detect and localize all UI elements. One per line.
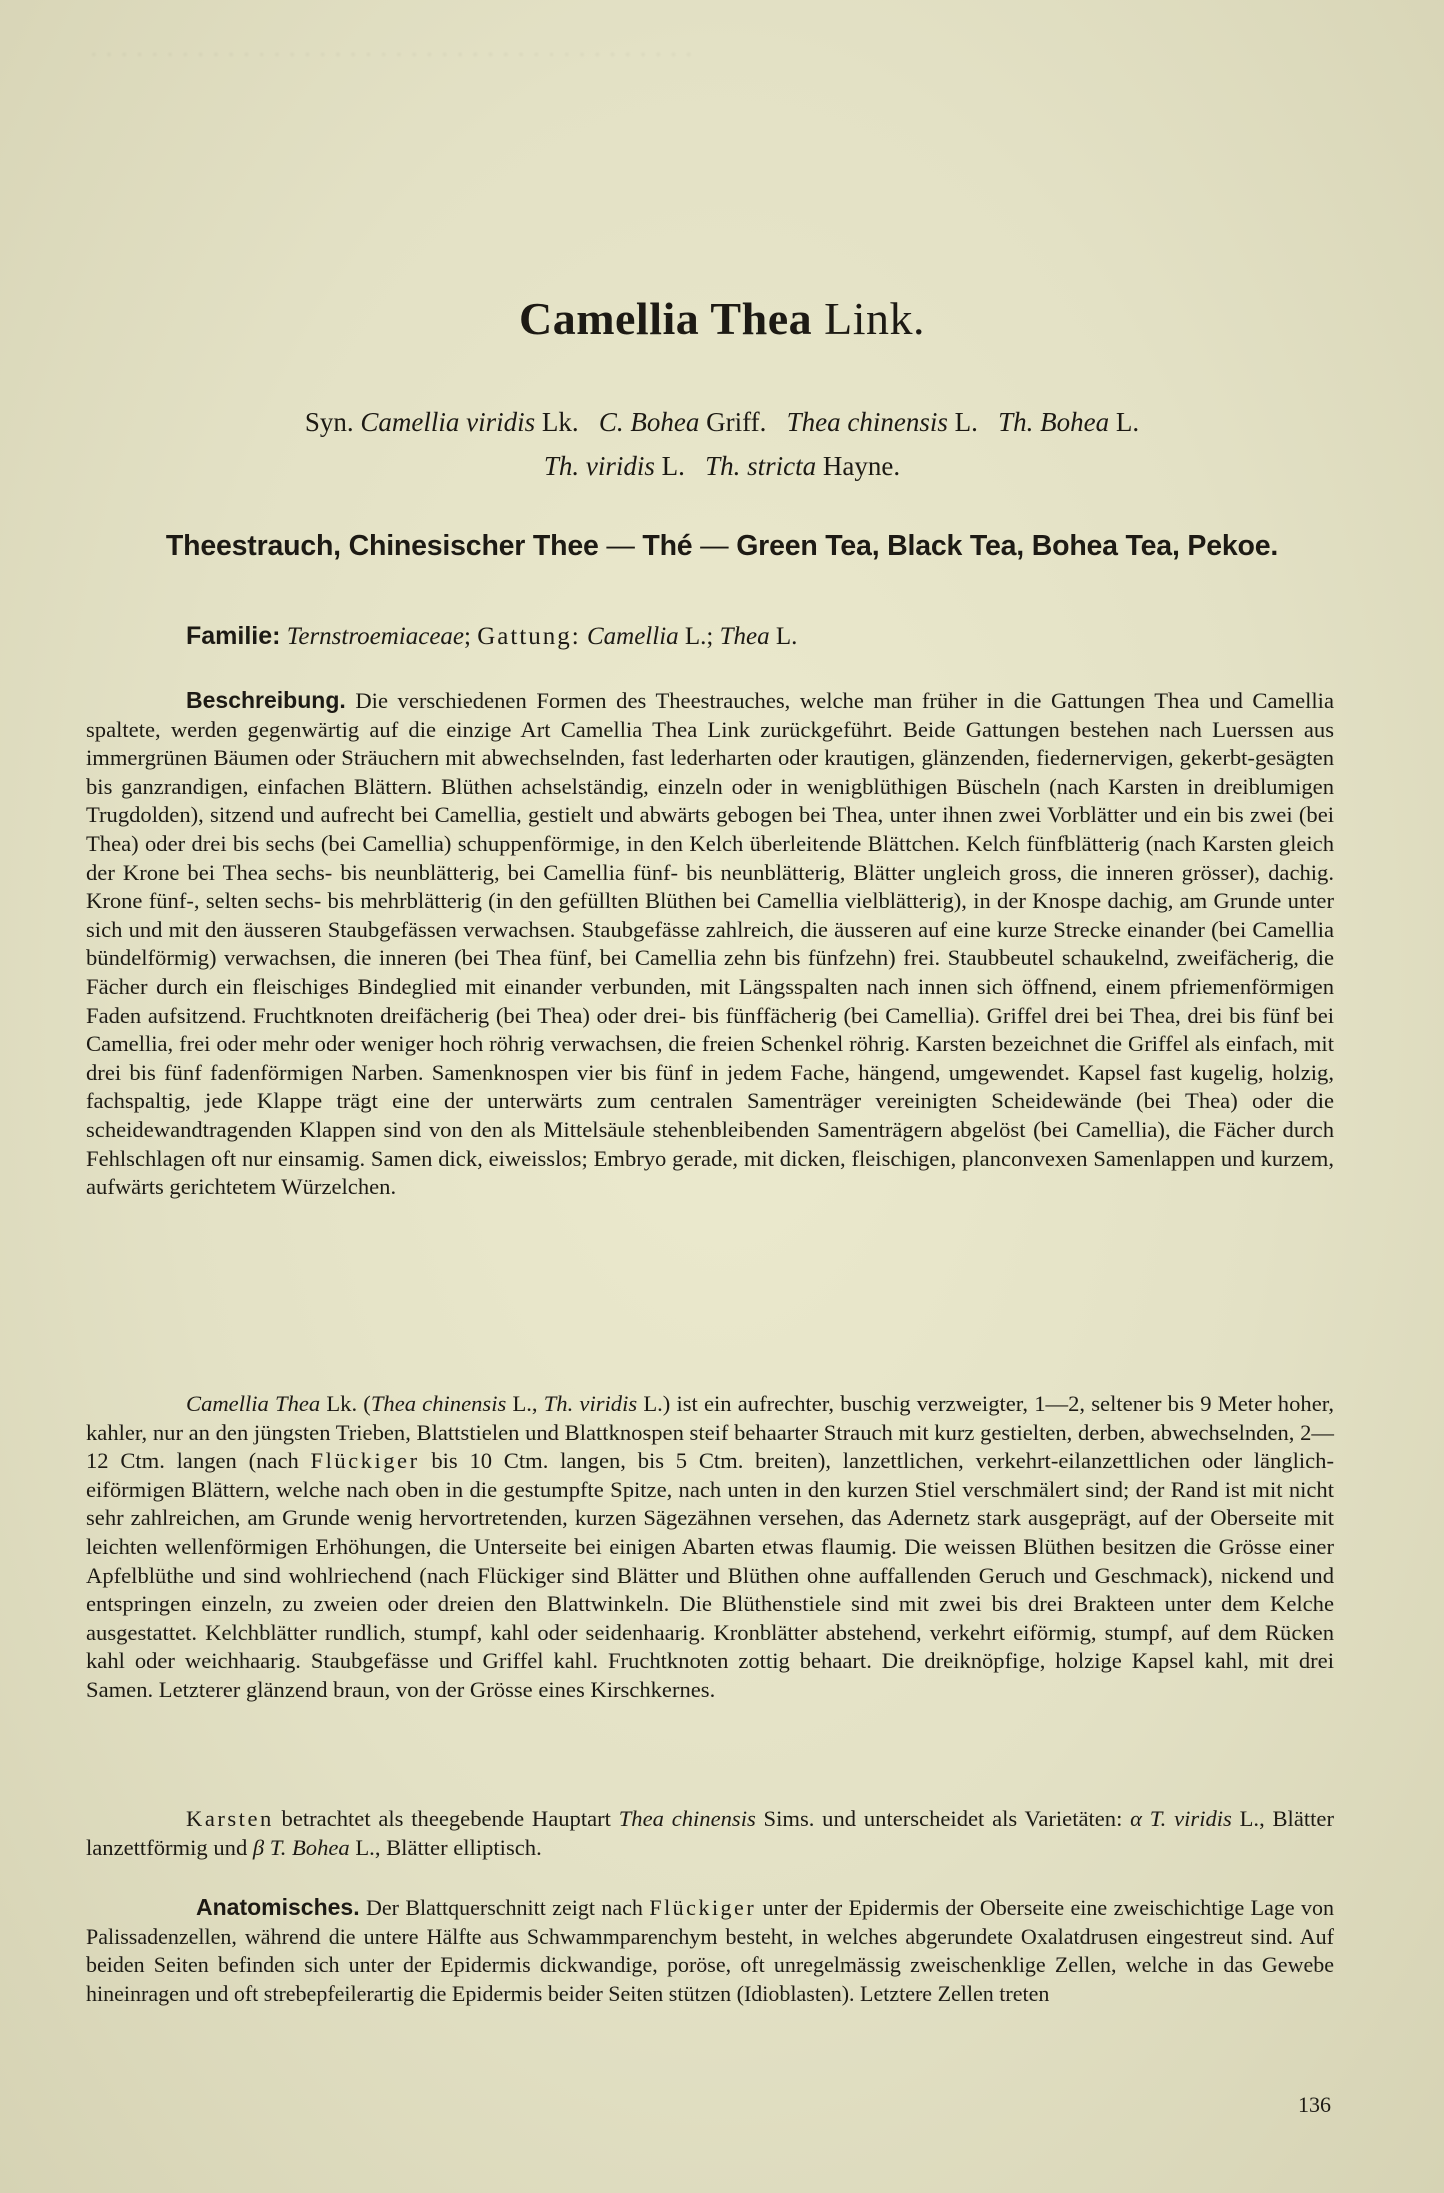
common-names <box>60 530 1384 563</box>
common-name-english: Green Tea, Black Tea, Bohea Tea, Pekoe. <box>736 530 1279 562</box>
family-name: Ternstroemiaceae <box>286 623 465 650</box>
title-species: Camellia Thea <box>518 293 813 344</box>
beschreibung-paragraph <box>86 686 1334 1202</box>
genus-camellia: Camellia <box>586 623 679 650</box>
family-label: Familie: <box>186 622 281 650</box>
synonym-author: Griff. <box>699 407 787 437</box>
synonym-author: Syn. <box>304 407 361 437</box>
beschreibung-heading: Beschreibung. <box>186 687 346 713</box>
dash: — <box>692 530 737 562</box>
genus-thea: Thea <box>719 623 770 650</box>
title-author: Link. <box>824 293 926 344</box>
page-number: 136 <box>1298 2092 1331 2117</box>
bleed-through-texture: · · · · · · · · · · · · · · · · · · · · · · · · · · · · · · · · · · · · · · · · <box>90 41 693 69</box>
synonyms <box>150 400 1294 488</box>
dash: — <box>598 530 643 562</box>
synonym-author: L. <box>947 407 999 437</box>
common-name-french: Thé <box>642 530 693 562</box>
species-description-paragraph: Camellia Thea Lk. (Thea chinensis L., Th. viridis L.) ist ein aufrechter, buschig verzweigter, 1—2, seltener bis 9 Meter hoher, kahler, nur an den jüngsten Trieben, Blattstielen und Blattknospen steif behaarter Strauch mit kurz gestielten, derben, abwechselnden, 2—12 Ctm. langen (nach Flückiger bis 10 Ctm. langen, bis 5 Ctm. breiten), lanzettlichen, verkehrt-eilanzettlichen oder länglich-eiförmigen Blättern, welche nach oben in die gestumpfte Spitze, nach unten in den kurzen Stiel verschmälert sind; der Rand ist mit nicht sehr zahlreichen, am Grunde wenig hervortretenden, kurzen Sägezähnen versehen, das Adernetz stark ausgeprägt, auf der Oberseite mit leichten wellenförmigen Erhöhungen, die Unterseite bei einigen Abarten etwas flaumig. Die weissen Blüthen besitzen die Grösse einer Apfelblüthe und sind wohlriechend (nach Flückiger sind Blätter und Blüthen ohne auffallenden Geruch und Geschmack), nickend und entspringen einzeln, zu zweien oder dreien den Blattwinkeln. Die Blüthenstiele sind mit zwei bis drei Brakteen unter dem Kelche ausgestattet. Kelchblätter rundlich, stumpf, kahl oder seidenhaarig. Kronblätter abstehend, verkehrt eiförmig, stumpf, auf dem Rücken kahl oder weichhaarig. Staubgefässe und Griffel kahl. Fruchtknoten zottig behaart. Die dreiknöpfige, holzige Kapsel kahl, mit drei Samen. Letzterer glänzend braun, von der Grösse eines Kirschkernes. <box>86 1391 1335 1702</box>
synonym-name: Th. viridis <box>543 451 655 481</box>
synonym-name: Thea chinensis <box>786 407 948 437</box>
beschreibung-text: Die verschiedenen Formen des Theestrauches, welche man früher in die Gattungen Thea und Camellia spaltete, werden gegenwärtig auf die einzige Art Camellia Thea Link zurückgeführt. Beide Gattungen bestehen nach Luerssen aus immergrünen Bäumen oder Sträuchern mit abwechselnden, fast lederharten oder krautigen, glänzenden, fiedernervigen, gekerbt-gesägten bis ganzrandigen, einfachen Blättern. Blüthen achselständig, einzeln oder in wenigblüthigen Büscheln (nach Karsten in dreiblumigen Trugdolden), sitzend und aufrecht bei Camellia, gestielt und abwärts gebogen bei Thea, unter ihnen zwei Vorblätter und ein bis zwei (bei Thea) oder drei bis sechs (bei Camellia) schuppenförmige, in den Kelch überleitende Blättchen. Kelch fünfblätterig (nach Karsten gleich der Krone bei Thea sechs- bis neunblätterig, bei Camellia fünf- bis neunblätterig, Blätter ungleich gross, die inneren grösser), dachig. Krone fünf-, selten sechs- bis mehrblätterig (in den gefüllten Blüthen bei Camellia vielblätterig), in der Knospe dachig, am Grunde unter sich und mit den äusseren Staubgefässen verwachsen. Staubgefässe zahlreich, die äusseren auf eine kurze Strecke einander (bei Camellia bündelförmig) verwachsen, die inneren (bei Thea fünf, bei Camellia zehn bis fünfzehn) frei. Staubbeutel schaukelnd, zweifächerig, die Fächer durch ein fleischiges Bindeglied mit einander verbunden, mit Längsspalten nach innen sich öffnend, einem pfriemenförmigen Faden aufsitzend. Fruchtknoten dreifächerig (bei Thea) oder drei- bis fünffächerig (bei Camellia). Griffel drei bei Thea, drei bis fünf bei Camellia, frei oder mehr oder weniger hoch röhrig verwachsen, die freien Schenkel röhrig. Karsten bezeichnet die Griffel als einfach, mit drei bis fünf fadenförmigen Narben. Samenknospen vier bis fünf in jedem Fache, hängend, umgewendet. Kapsel fast kugelig, holzig, fachspaltig, jede Klappe trägt eine der unterwärts zum centralen Samenträger vereinigten Scheidewände (bei Thea) oder die scheidewandtragenden Klappen sind von den als Mittelsäule stehenbleibenden Samenträgern abgelöst (bei Camellia), die Fächer durch Fehlschlagen oft nur einsamig. Samen dick, eiweisslos; Embryo gerade, mit dicken, fleischigen, planconvexen Samenlappen und kurzem, aufwärts gerichtetem Würzelchen. <box>86 688 1334 1200</box>
synonym-name: C. Bohea <box>598 407 700 437</box>
anatomisches-paragraph: Anatomisches. Der Blattquerschnitt zeigt nach Flückiger unter der Epidermis der Oberseite eine zweischichtige Lage von Palissadenzellen, während die untere Hälfte aus Schwammparenchym besteht, in welches abgerundete Oxalatdrusen eingestreut sind. Auf beiden Seiten befinden sich unter der Epidermis dickwandige, poröse, oft unregelmässig zweischenklige Zellen, welche in das Gewebe hineinragen und oft strebepfeilerartig die Epidermis beider Seiten stützen (Idioblasten). Letztere Zellen treten <box>86 1894 1335 2006</box>
synonym-author: L. <box>654 451 706 481</box>
common-name-german: Theestrauch, Chinesischer Thee <box>165 530 599 562</box>
family-line: Familie: Ternstroemiaceae; Gattung: Camellia L.; Thea L. <box>186 622 798 650</box>
genus-label: Gattung: <box>477 623 581 650</box>
synonym-name: Th. Bohea <box>998 407 1110 437</box>
synonym-author: L. <box>1109 407 1140 437</box>
page-title <box>0 292 1444 345</box>
synonyms-line-1 <box>150 400 1294 444</box>
varieties-paragraph: Karsten betrachtet als theegebende Hauptart Thea chinensis Sims. und unterscheidet als Varietäten: α T. viridis L., Blätter lanzettförmig und β T. Bohea L., Blätter elliptisch. <box>86 1806 1334 1860</box>
anatomisches-heading: Anatomisches. <box>196 1894 360 1920</box>
synonym-author: Hayne. <box>816 451 901 481</box>
synonyms-line-2 <box>150 444 1294 488</box>
synonym-name: Th. stricta <box>705 451 817 481</box>
synonym-name: Camellia viridis <box>360 407 536 437</box>
synonym-author: Lk. <box>535 407 599 437</box>
